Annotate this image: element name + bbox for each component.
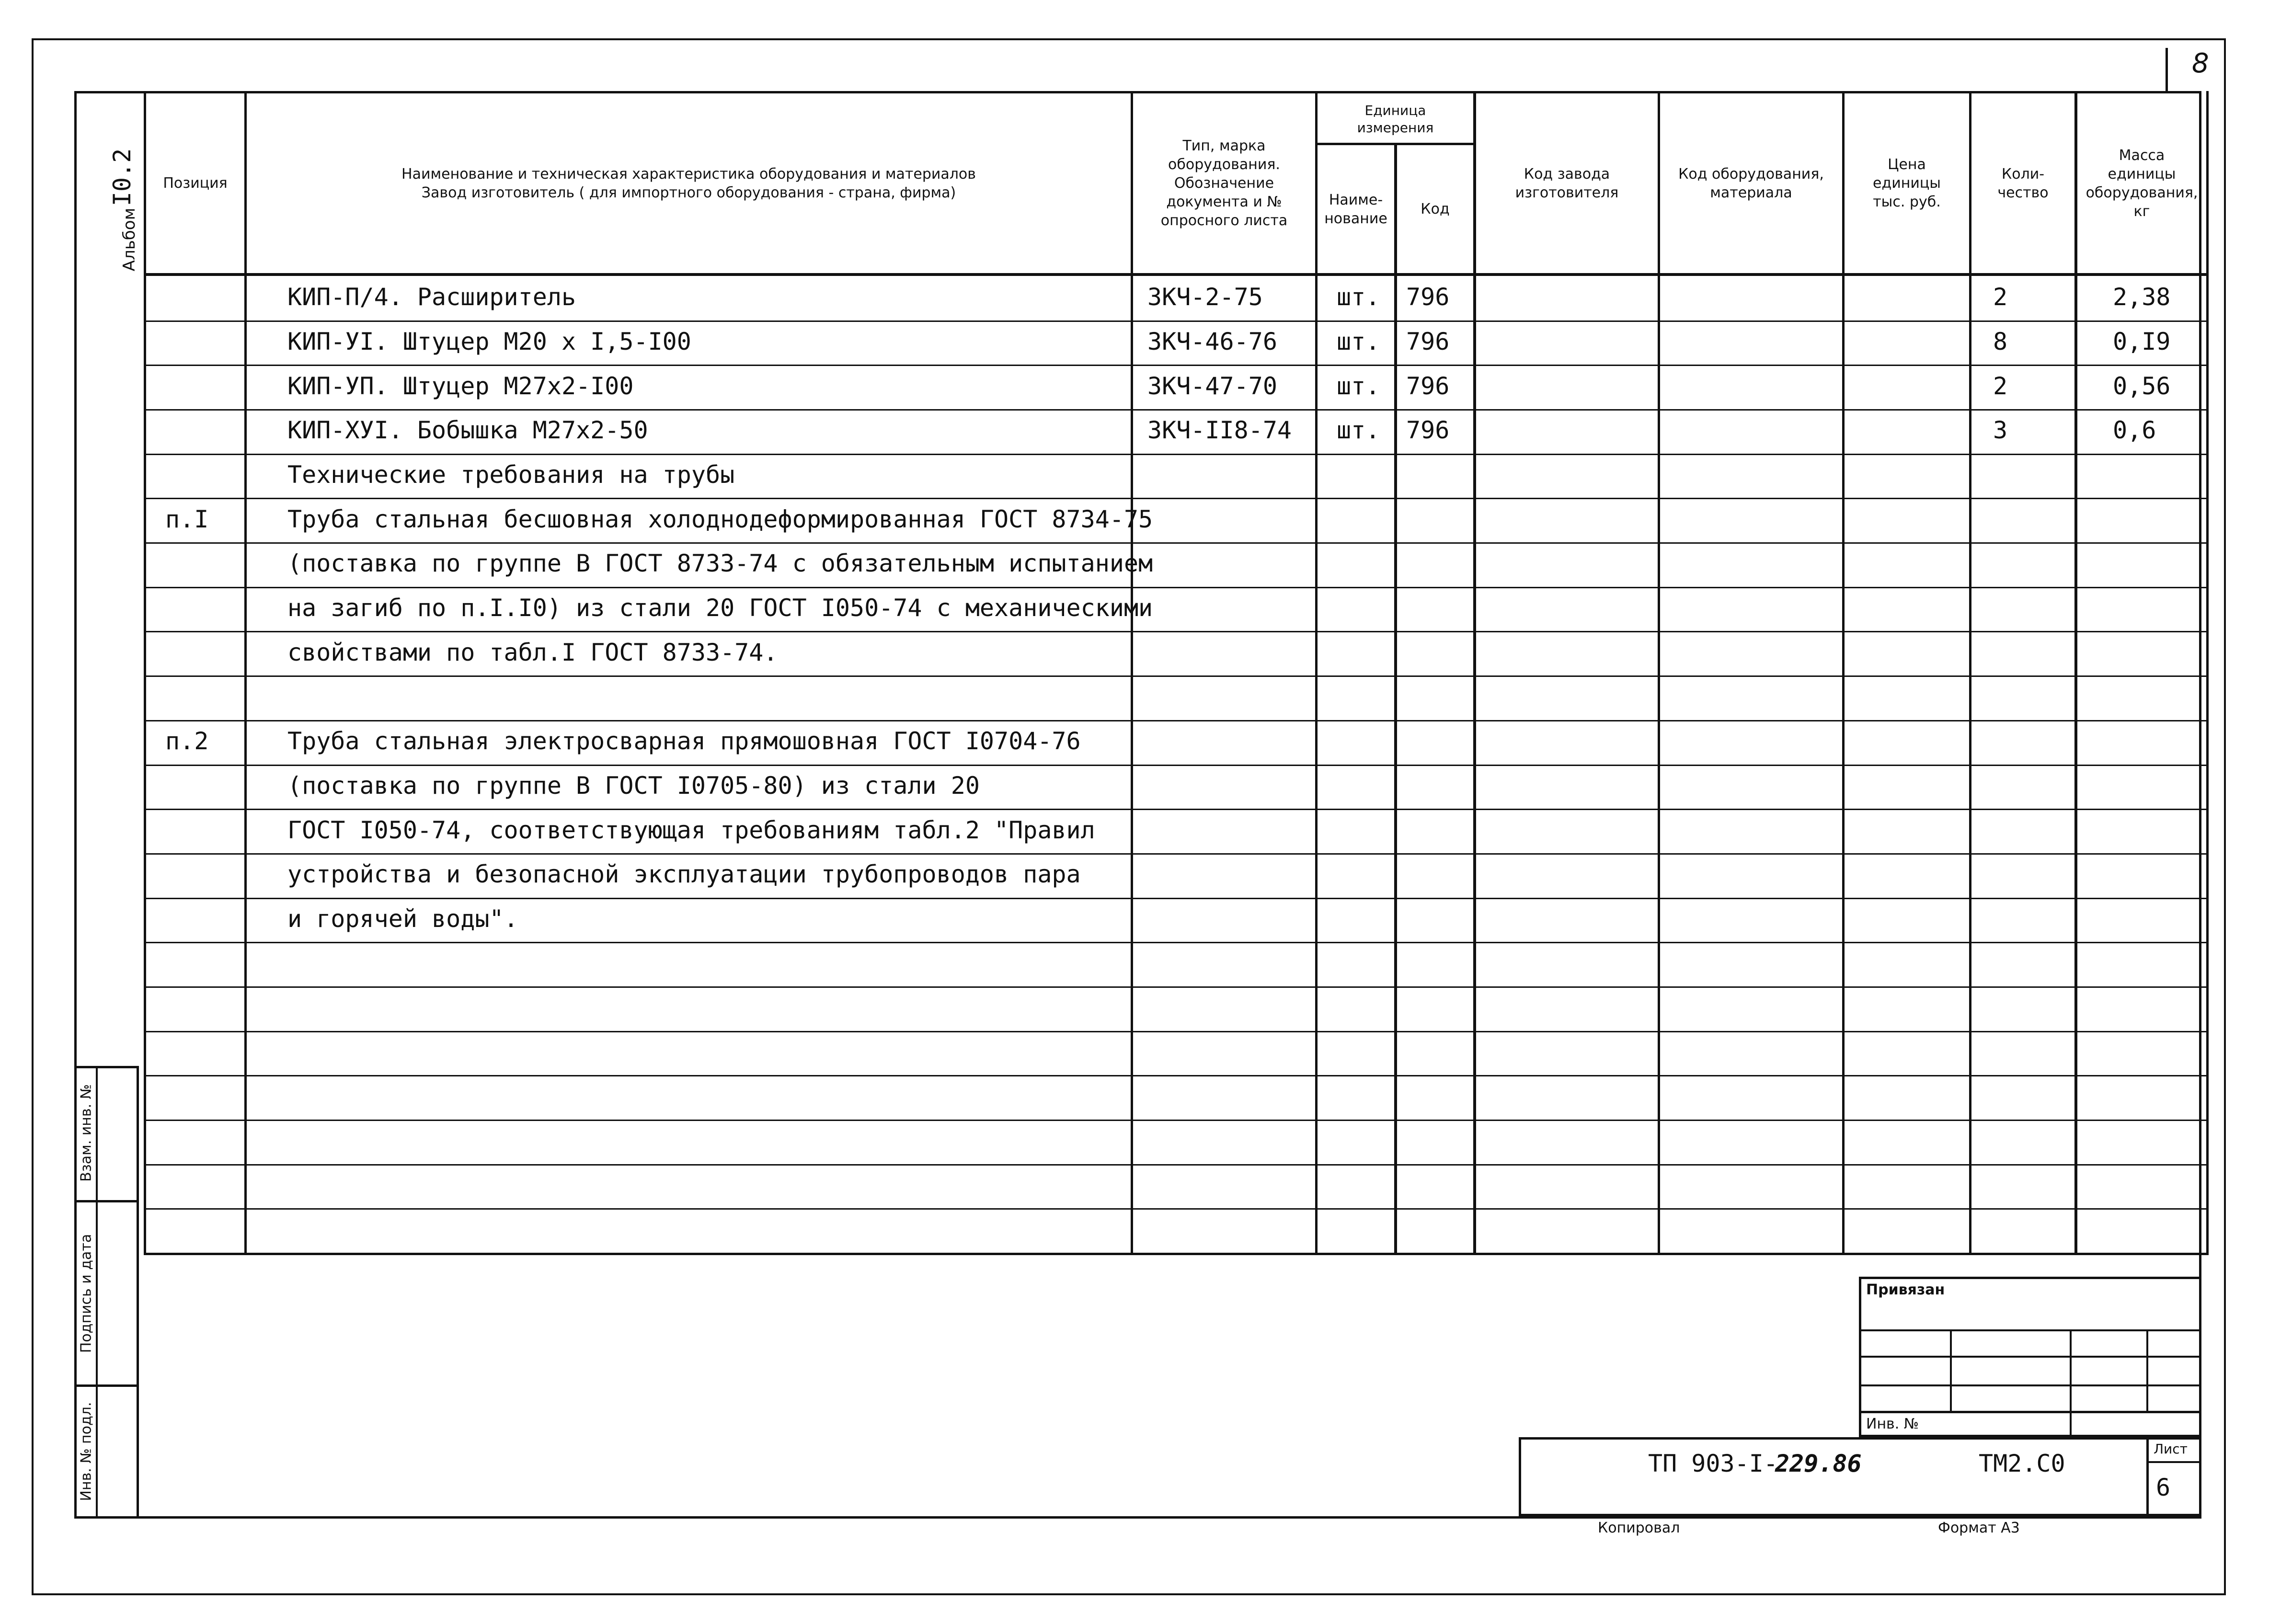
row-quantity: 2 [1993, 283, 2008, 311]
row-divider [144, 498, 2209, 499]
privyazan-v2 [2070, 1329, 2072, 1437]
list-label: Лист [2154, 1441, 2188, 1457]
designation-list-divider [2146, 1437, 2149, 1516]
row-name: (поставка по группе В ГОСТ I0705-80) из стали 20 [287, 771, 980, 800]
row-name: (поставка по группе В ГОСТ 8733-74 с обязательным испытанием [287, 549, 1153, 578]
row-divider [144, 898, 2209, 899]
header-equipment-code: Код оборудования, материала [1678, 165, 1824, 201]
side-inv-podl-label: Инв. № подл. [78, 1402, 95, 1501]
row-mass: 0,6 [2113, 416, 2156, 445]
row-divider [144, 454, 2209, 455]
table-row [144, 1031, 2209, 1075]
row-name: КИП-УI. Штуцер М20 х I,5-I00 [287, 328, 691, 356]
row-position: п.2 [165, 727, 209, 755]
footer-format: Формат А3 [1938, 1520, 2020, 1536]
table-row [144, 1075, 2209, 1120]
privyazan-h2 [1859, 1356, 2201, 1358]
table-row [144, 942, 2209, 986]
side-stamp-row1 [74, 1200, 139, 1202]
privyazan-h3 [1859, 1384, 2201, 1386]
row-divider [144, 1120, 2209, 1121]
header-unit-name: Наиме- нование [1324, 191, 1387, 227]
table-row [144, 675, 2209, 720]
row-divider [144, 409, 2209, 411]
header-mass: Масса единицы оборудования, кг [2086, 147, 2198, 220]
header-quantity: Коли- чество [1997, 165, 2049, 201]
row-mass: 0,56 [2113, 372, 2171, 400]
row-unit: шт. [1337, 372, 1380, 400]
header-factory-code: Код завода изготовителя [1515, 165, 1619, 201]
row-divider [144, 587, 2209, 588]
privyazan-v3 [2146, 1329, 2148, 1411]
privyazan-h1 [1859, 1329, 2201, 1331]
header-unit: Единица измерения [1357, 102, 1434, 136]
album-number: I0.2 [108, 148, 136, 206]
side-stamp-mid-line [96, 1066, 98, 1519]
row-unit: шт. [1337, 328, 1380, 356]
row-unit-code: 796 [1406, 372, 1450, 400]
row-name: ГОСТ I050-74, соответствующая требованиям табл.2 "Правил [287, 816, 1095, 844]
inv-no-label: Инв. № [1866, 1416, 1919, 1432]
row-divider [144, 365, 2209, 366]
header-name: Наименование и техническая характеристика оборудования и материалов Завод изготовитель ( для импортного оборудования - страна, фирма) [401, 165, 976, 201]
row-divider [144, 1075, 2209, 1076]
row-name: КИП-П/4. Расширитель [287, 283, 576, 311]
row-name: на загиб по п.I.I0) из стали 20 ГОСТ I050-74 с механическими [287, 594, 1153, 622]
table-row [144, 986, 2209, 1031]
row-divider [144, 720, 2209, 721]
table-row [144, 1120, 2209, 1164]
row-divider [144, 1164, 2209, 1166]
privyazan-label: Привязан [1866, 1281, 1945, 1298]
row-divider [144, 320, 2209, 322]
row-position: п.I [165, 505, 209, 533]
row-unit-code: 796 [1406, 416, 1450, 445]
side-podpis-label: Подпись и дата [78, 1234, 95, 1353]
row-divider [144, 853, 2209, 855]
row-divider [144, 542, 2209, 544]
row-unit: шт. [1337, 416, 1380, 445]
doc-prefix: ТП 903-I- [1648, 1450, 1778, 1477]
row-mass: 2,38 [2113, 283, 2171, 311]
row-divider [144, 765, 2209, 766]
row-type: 3КЧ-46-76 [1147, 328, 1277, 356]
row-divider [144, 631, 2209, 632]
privyazan-v1 [1950, 1329, 1952, 1411]
row-quantity: 8 [1993, 328, 2008, 356]
row-name: КИП-УП. Штуцер М27х2-I00 [287, 372, 634, 400]
doc-number: 229.86 [1775, 1450, 1862, 1477]
row-divider [144, 942, 2209, 943]
header-unit-code: Код [1421, 201, 1450, 217]
row-divider [144, 675, 2209, 677]
row-divider [144, 1031, 2209, 1032]
album-label: Альбом [120, 207, 139, 272]
designation-list-h [2146, 1461, 2201, 1463]
table-bottom-line [144, 1253, 2209, 1255]
privyazan-h4 [1859, 1411, 2201, 1413]
table-row [144, 1208, 2209, 1253]
header-price: Цена единицы тыс. руб. [1873, 156, 1941, 210]
header-position: Позиция [163, 175, 228, 192]
row-name: свойствами по табл.I ГОСТ 8733-74. [287, 638, 778, 666]
row-divider [144, 986, 2209, 988]
doc-mark: ТМ2.С0 [1979, 1450, 2065, 1477]
row-unit-code: 796 [1406, 283, 1450, 311]
side-vzam-label: Взам. инв. № [78, 1084, 95, 1182]
header-type: Тип, марка оборудования. Обозначение документа и № опросного листа [1160, 137, 1288, 229]
row-name: устройства и безопасной эксплуатации трубопроводов пара [287, 860, 1081, 889]
row-name: Труба стальная бесшовная холоднодеформированная ГОСТ 8734-75 [287, 505, 1153, 533]
row-name: Технические требования на трубы [287, 461, 735, 489]
row-type: 3КЧ-II8-74 [1147, 416, 1292, 445]
row-name: Труба стальная электросварная прямошовная ГОСТ I0704-76 [287, 727, 1081, 755]
row-divider [144, 1208, 2209, 1210]
row-type: 3КЧ-47-70 [1147, 372, 1277, 400]
row-divider [144, 809, 2209, 810]
side-stamp-row2 [74, 1384, 139, 1387]
footer-copied: Копировал [1598, 1520, 1680, 1536]
sheet-number-top: 8 [2192, 48, 2209, 79]
row-name: КИП-ХУI. Бобышка М27х2-50 [287, 416, 648, 445]
row-name: и горячей воды". [287, 904, 518, 933]
list-number: 6 [2156, 1474, 2171, 1501]
row-type: 3КЧ-2-75 [1147, 283, 1263, 311]
row-quantity: 2 [1993, 372, 2008, 400]
row-unit-code: 796 [1406, 328, 1450, 356]
row-quantity: 3 [1993, 416, 2008, 445]
table-row [144, 1164, 2209, 1209]
row-mass: 0,I9 [2113, 328, 2171, 356]
sheet-number-divider [2166, 48, 2168, 91]
row-unit: шт. [1337, 283, 1380, 311]
